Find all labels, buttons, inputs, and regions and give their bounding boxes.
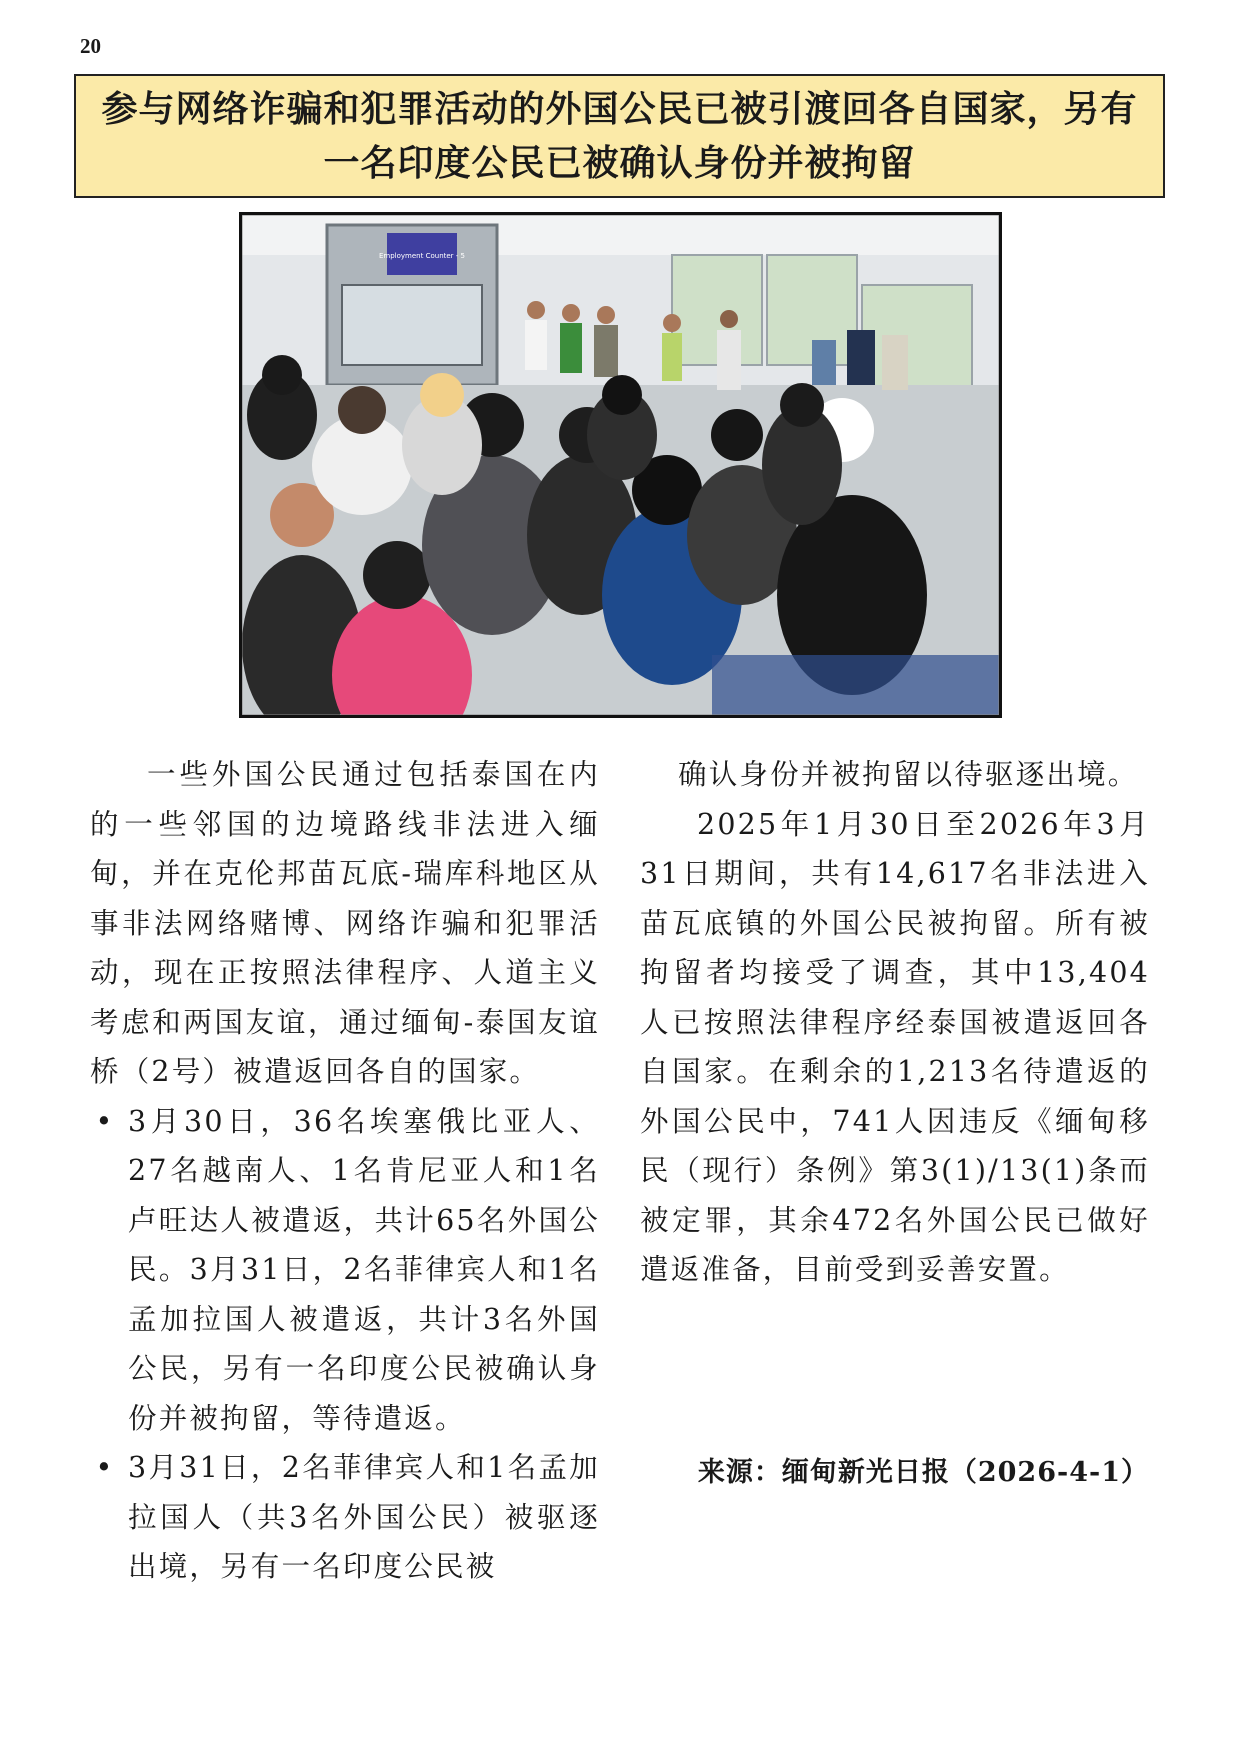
headline-box — [74, 74, 1165, 198]
counter-sign: Employment Counter - 5 — [379, 252, 465, 260]
statistics-paragraph: 2025年1月30日至2026年3月31日期间，共有14,617名非法进入苗瓦底镇的外国公民被拘留。所有被拘留者均接受了调查，其中13,404人已按照法律程序经泰国被遣返回各自国家。在剩余的1,213名待遣返的外国公民中，741人因违反《缅甸移民（现行）条例》第3(1)/13(1)条而被定罪，其余472名外国公民已做好遣返准备，目前受到妥善安置。 — [640, 807, 1150, 1286]
list-item-text: 3月31日，2名菲律宾人和1名孟加拉国人（共3名外国公民）被驱逐出境，另有一名印度公民被 — [128, 1451, 600, 1583]
list-item-text: 3月30日，36名埃塞俄比亚人、27名越南人、1名肯尼亚人和1名卢旺达人被遣返，共计65名外国公民。3月31日，2名菲律宾人和1名孟加拉国人被遣返，共计3名外国公民，另有一名印度公民被确认身份并被拘留，等待遣返。 — [128, 1104, 600, 1435]
bullet-icon: • — [95, 1104, 115, 1138]
bullet-icon: • — [95, 1451, 115, 1484]
photo-illustration — [242, 215, 999, 715]
left-column — [90, 750, 600, 1592]
news-photo — [239, 212, 1002, 718]
right-column — [640, 750, 1150, 1295]
page-number: 20 — [80, 34, 101, 58]
list-item — [95, 1097, 600, 1444]
headline-line-1: 参与网络诈骗和犯罪活动的外国公民已被引渡回各自国家，另有 — [101, 88, 1138, 130]
continued-text: 确认身份并被拘留以待驱逐出境。 — [678, 758, 1139, 791]
source-credit: 来源：缅甸新光日报（2026-4-1） — [697, 1457, 1149, 1488]
headline-line-2: 一名印度公民已被确认身份并被拘留 — [323, 142, 916, 184]
list-item — [95, 1443, 600, 1592]
intro-paragraph: 一些外国公民通过包括泰国在内的一些邻国的边境路线非法进入缅甸，并在克伦邦苗瓦底-瑞库科地区从事非法网络赌博、网络诈骗和犯罪活动，现在正按照法律程序、人道主义考虑和两国友谊，通过缅甸-泰国友谊桥（2号）被遣返回各自的国家。 — [90, 758, 600, 1088]
